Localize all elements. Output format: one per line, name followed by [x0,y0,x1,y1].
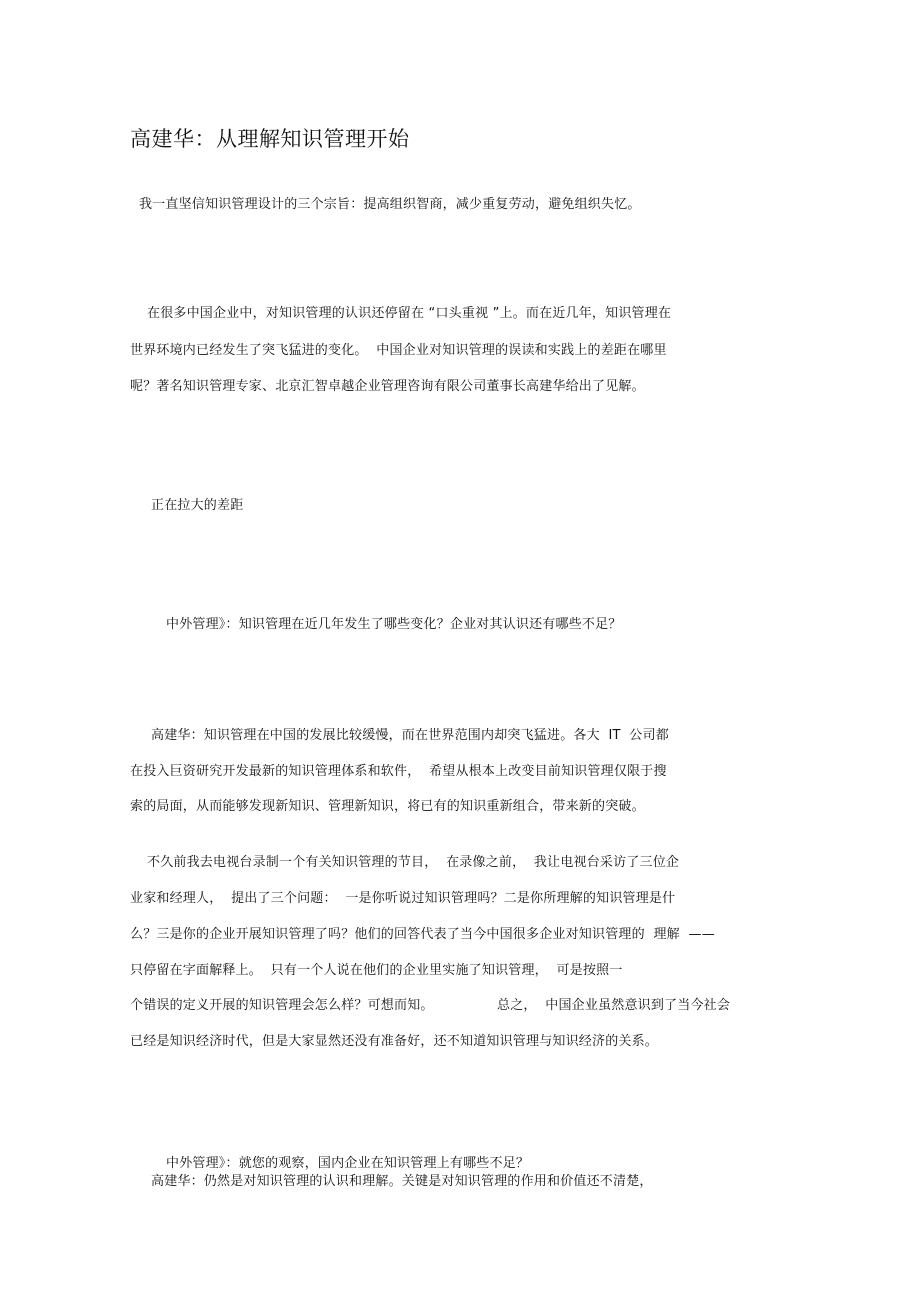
paragraph-line: 在很多中国企业中，对知识管理的认识还停留在 “口头重视 ”上。而在近几年，知识管理在 [147,306,672,321]
paragraph-line: 呢？著名知识管理专家、北京汇智卓越企业管理咨询有限公司董事长高建华给出了见解。 [130,379,645,394]
question-line: 中外管理》：就您的观察，国内企业在知识管理上有哪些不足？ [166,1156,530,1171]
paragraph-line: 个错误的定义开展的知识管理会怎么样？可想而知。 [130,998,434,1013]
intro-line: 我一直坚信知识管理设计的三个宗旨：提高组织智商，减少重复劳动，避免组织失忆。 [139,197,641,212]
paragraph-line: 总之， 中国企业虽然意识到了当今社会 [497,998,731,1013]
paragraph-line: 世界环境内已经发生了突飞猛进的变化。 中国企业对知识管理的误读和实践上的差距在哪里 [130,343,667,358]
paragraph-line: 不久前我去电视台录制一个有关知识管理的节目， 在录像之前， 我让电视台采访了三位企 [147,855,680,870]
paragraph-line: 么？三是你的企业开展知识管理了吗？他们的回答代表了当今中国很多企业对知识管理的 理解 —— [130,927,715,942]
section-heading: 正在拉大的差距 [151,498,244,513]
document-title: 高建华：从理解知识管理开始 [130,127,410,151]
paragraph-line: 索的局面，从而能够发现新知识、管理新知识，将已有的知识重新组合，带来新的突破。 [130,799,645,814]
paragraph-line: 高建华：知识管理在中国的发展比较缓慢，而在世界范围内却突飞猛进。各大 IT 公司都 [151,728,669,743]
paragraph-line: 已经是知识经济时代，但是大家显然还没有准备好，还不知道知识管理与知识经济的关系。 [130,1034,659,1049]
paragraph-line: 高建华：仍然是对知识管理的认识和理解。关键是对知识管理的作用和价值还不清楚， [151,1174,653,1189]
paragraph-line: 业家和经理人， 提出了三个问题： 一是你听说过知识管理吗？二是你所理解的知识管理是什 [130,891,676,906]
paragraph-line: 只停留在字面解释上。 只有一个人说在他们的企业里实施了知识管理， 可是按照一 [130,963,623,978]
paragraph-line: 在投入巨资研究开发最新的知识管理体系和软件， 希望从根本上改变目前知识管理仅限于搜 [130,764,667,779]
question-line: 中外管理》：知识管理在近几年发生了哪些变化？企业对其认识还有哪些不足？ [166,617,622,632]
